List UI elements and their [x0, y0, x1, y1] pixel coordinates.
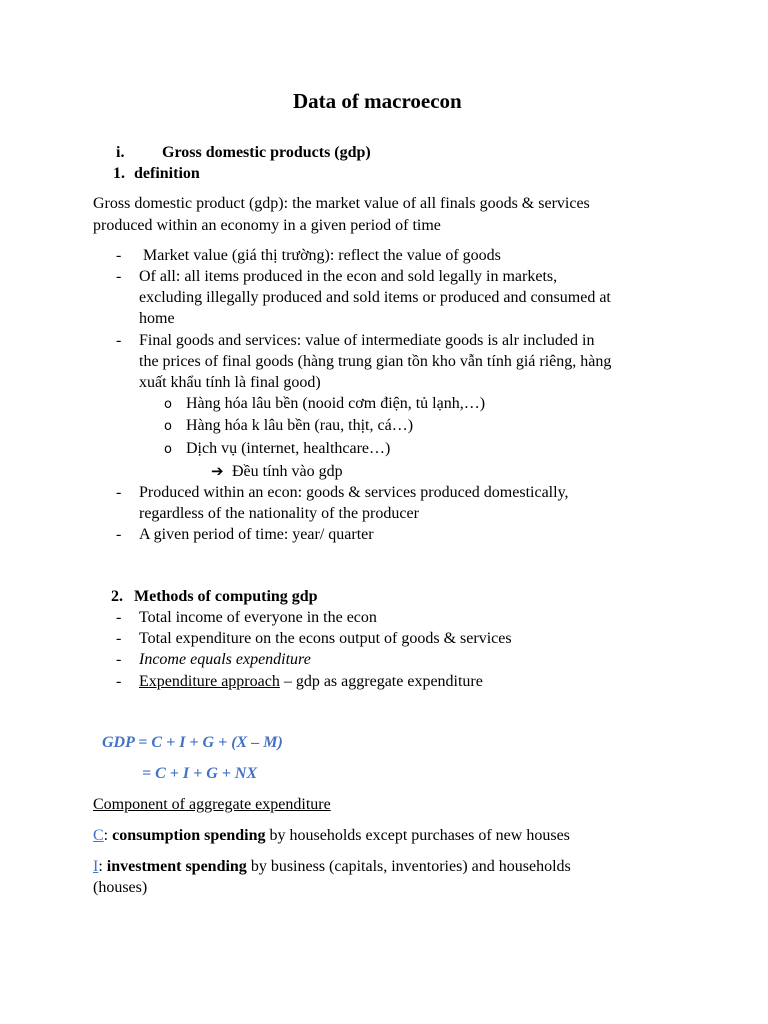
component-i — [93, 856, 571, 877]
bullet-text: Of all: all items produced in the econ and sold legally in markets, — [139, 268, 558, 285]
component-desc: by business (capitals, inventories) and households — [246, 858, 571, 875]
component-desc: (houses) — [93, 879, 148, 896]
bullet-text — [139, 671, 483, 692]
bullet-dash: - — [116, 484, 122, 501]
bullet-text: excluding illegally produced and sold items or produced and consumed at — [139, 289, 611, 306]
expenditure-approach-desc: – gdp as aggregate expenditure — [279, 673, 483, 690]
gdp-formula: GDP = C + I + G + (X – M) — [102, 734, 283, 751]
bullet-dash: - — [116, 673, 122, 690]
subsection-number: 1. — [113, 165, 125, 182]
sub-bullet-text: Hàng hóa lâu bền (nooid cơm điện, tủ lạnh,…) — [186, 395, 486, 412]
definition-line: produced within an economy in a given period of time — [93, 217, 441, 234]
components-heading: Component of aggregate expenditure — [93, 796, 331, 813]
bullet-text: Total income of everyone in the econ — [139, 609, 377, 626]
sub-bullet-text: Dịch vụ (internet, healthcare…) — [186, 440, 391, 457]
bullet-text: Final goods and services: value of intermediate goods is alr included in — [139, 332, 595, 349]
component-colon: : — [98, 858, 107, 875]
bullet-text: the prices of final goods (hàng trung gian tồn kho vẫn tính giá riêng, hàng — [139, 353, 612, 370]
bullet-text: Produced within an econ: goods & services produced domestically, — [139, 484, 569, 501]
bullet-dash: - — [116, 609, 122, 626]
bullet-text: Total expenditure on the econs output of goods & services — [139, 630, 512, 647]
bullet-dash: - — [116, 526, 122, 543]
component-letter-link[interactable]: I — [93, 858, 99, 875]
expenditure-approach-term: Expenditure approach — [139, 673, 280, 690]
section-heading: Gross domestic products (gdp) — [162, 144, 371, 161]
gdp-formula-short: = C + I + G + NX — [142, 765, 258, 782]
subsection-number: 2. — [111, 588, 123, 605]
section-numeral: i. — [116, 144, 125, 161]
circle-bullet-icon: o — [164, 419, 172, 434]
arrow-right-icon: ➔ — [211, 462, 224, 480]
bullet-text: regardless of the nationality of the producer — [139, 505, 419, 522]
bullet-text: Income equals expenditure — [139, 651, 311, 668]
subsection-heading: Methods of computing gdp — [134, 588, 318, 605]
component-term: investment spending — [106, 858, 247, 875]
circle-bullet-icon: o — [164, 442, 172, 457]
component-letter-link[interactable]: C — [93, 827, 104, 844]
circle-bullet-icon: o — [164, 397, 172, 412]
document-title: Data of macroecon — [293, 89, 462, 113]
bullet-text: xuất khẩu tính là final good) — [139, 374, 321, 391]
subsection-heading: definition — [134, 165, 200, 182]
component-c — [93, 825, 570, 846]
bullet-text: home — [139, 310, 175, 327]
bullet-dash: - — [116, 651, 122, 668]
bullet-dash: - — [116, 268, 122, 285]
definition-line: Gross domestic product (gdp): the market value of all finals goods & services — [93, 195, 590, 212]
bullet-text: A given period of time: year/ quarter — [139, 526, 374, 543]
bullet-dash: - — [116, 332, 122, 349]
sub-bullet-text: Hàng hóa k lâu bền (rau, thịt, cá…) — [186, 417, 414, 434]
component-desc: by households except purchases of new houses — [265, 827, 570, 844]
arrow-text: Đều tính vào gdp — [232, 463, 343, 480]
bullet-text: Market value (giá thị trường): reflect the value of goods — [139, 247, 501, 264]
component-colon: : — [103, 827, 113, 844]
component-term: consumption spending — [112, 827, 266, 844]
bullet-dash: - — [116, 247, 122, 264]
bullet-dash: - — [116, 630, 122, 647]
